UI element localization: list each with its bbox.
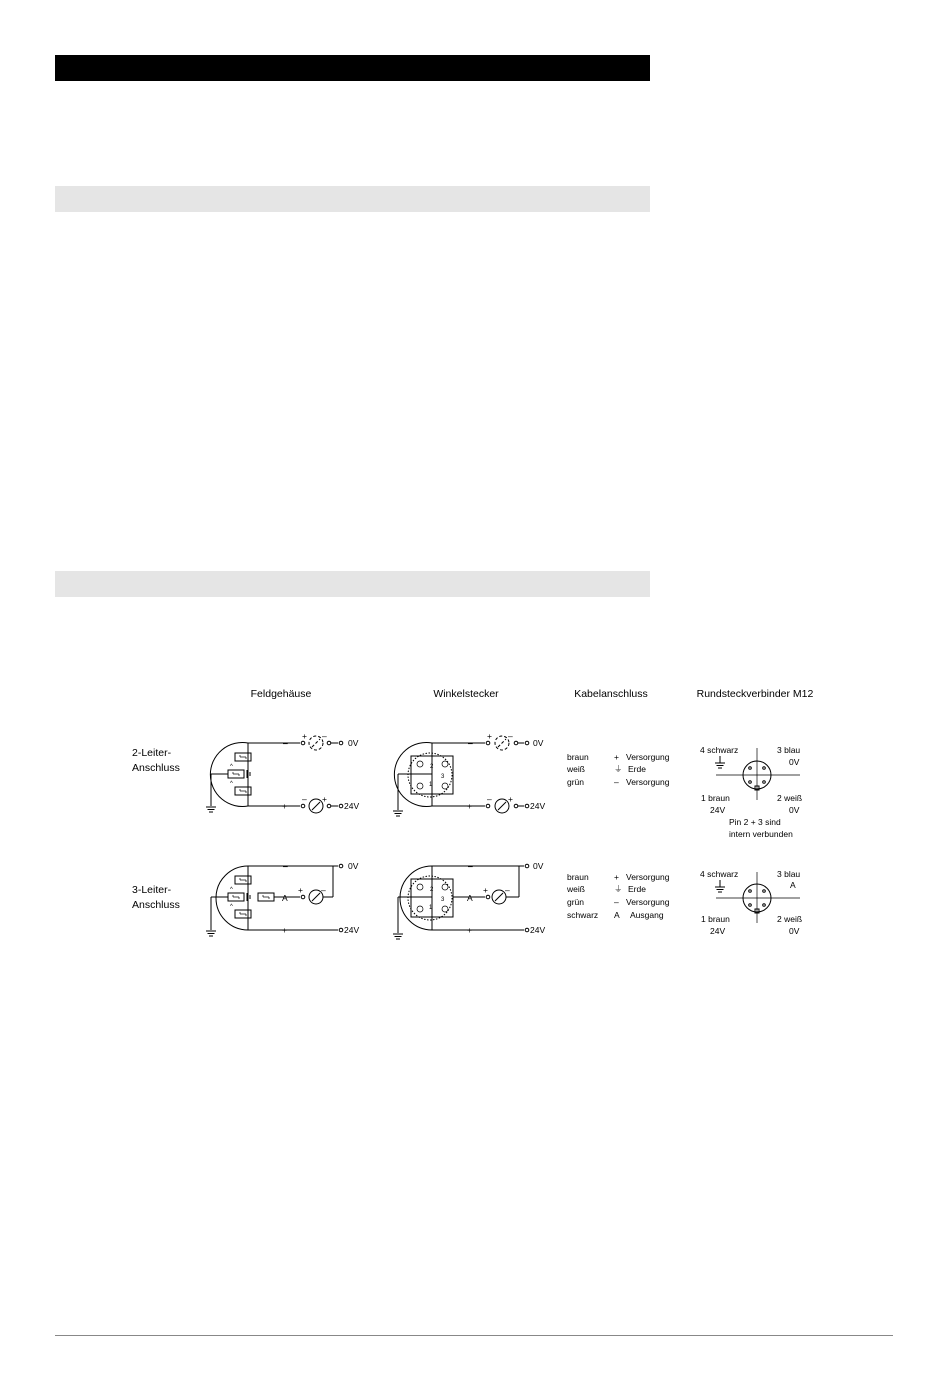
svg-text:^: ^: [230, 781, 233, 787]
svg-text:weiß: weiß: [567, 884, 585, 894]
row-label-2-wire-line2: Anschluss: [132, 762, 180, 774]
svg-text:1 braun: 1 braun: [701, 914, 730, 924]
svg-text:+: +: [282, 925, 287, 935]
svg-text:+: +: [614, 752, 619, 762]
svg-text:2: 2: [430, 887, 434, 893]
svg-text:–: –: [468, 738, 473, 748]
row-label-3-wire-line1: 3-Leiter-: [132, 884, 172, 896]
svg-text:Erde: Erde: [628, 884, 646, 894]
svg-text:–: –: [614, 897, 619, 907]
svg-text:+: +: [322, 794, 327, 804]
svg-text:0V: 0V: [533, 738, 544, 748]
svg-text:0V: 0V: [533, 861, 544, 871]
svg-text:24V: 24V: [344, 801, 360, 811]
svg-text:Versorgung: Versorgung: [626, 897, 670, 907]
svg-text:24V: 24V: [710, 926, 726, 936]
svg-text:+: +: [298, 885, 303, 895]
svg-text:+: +: [467, 925, 472, 935]
svg-text:4 schwarz: 4 schwarz: [700, 869, 739, 879]
svg-text:24V: 24V: [530, 925, 546, 935]
cable-legend-3-wire: [566, 872, 670, 920]
svg-text:0V: 0V: [348, 738, 359, 748]
row-label-2-wire-line1: 2-Leiter-: [132, 747, 172, 759]
m12-connector-3-wire: [700, 869, 802, 936]
svg-text:0V: 0V: [789, 805, 800, 815]
svg-text:1 braun: 1 braun: [701, 793, 730, 803]
svg-text:4 schwarz: 4 schwarz: [700, 745, 739, 755]
svg-text:+: +: [614, 872, 619, 882]
svg-text:+: +: [487, 731, 492, 741]
svg-text:weiß: weiß: [567, 764, 585, 774]
svg-text:schwarz: schwarz: [567, 910, 599, 920]
svg-text:–: –: [283, 861, 288, 871]
svg-text:+: +: [508, 794, 513, 804]
column-header-rundsteck: Rundsteckverbinder M12: [696, 688, 814, 700]
column-header-feldgehaeuse: Feldgehäuse: [250, 688, 312, 700]
svg-text:0V: 0V: [789, 926, 800, 936]
svg-text:+: +: [302, 731, 307, 741]
svg-text:^: ^: [230, 764, 233, 770]
cable-legend-2-wire: [566, 752, 670, 787]
svg-text:^: ^: [230, 887, 233, 893]
svg-text:⏚: ⏚: [614, 884, 623, 894]
svg-text:A: A: [282, 893, 288, 903]
svg-text:–: –: [321, 885, 326, 895]
feldgehaeuse-3-wire-circuit: [206, 861, 359, 936]
winkelstecker-2-wire-circuit: [393, 731, 545, 816]
svg-text:0V: 0V: [348, 861, 359, 871]
svg-text:A: A: [467, 893, 473, 903]
svg-text:24V: 24V: [530, 801, 546, 811]
svg-text:3: 3: [441, 897, 445, 903]
svg-text:1: 1: [429, 782, 433, 788]
svg-text:Versorgung: Versorgung: [626, 777, 670, 787]
svg-text:24V: 24V: [710, 805, 726, 815]
svg-text:intern verbunden: intern verbunden: [729, 829, 793, 839]
svg-text:–: –: [322, 731, 327, 741]
svg-text:Ausgang: Ausgang: [630, 910, 664, 920]
svg-text:+: +: [282, 801, 287, 811]
svg-text:3 blau: 3 blau: [777, 869, 801, 879]
svg-text:^: ^: [230, 904, 233, 910]
svg-text:2 weiß: 2 weiß: [777, 793, 803, 803]
svg-text:braun: braun: [567, 752, 589, 762]
svg-text:–: –: [302, 794, 307, 804]
row-label-3-wire-line2: Anschluss: [132, 899, 180, 911]
column-header-kabelanschluss: Kabelanschluss: [574, 688, 648, 700]
svg-text:3: 3: [441, 774, 445, 780]
svg-text:+: +: [483, 885, 488, 895]
svg-text:braun: braun: [567, 872, 589, 882]
svg-text:Erde: Erde: [628, 764, 646, 774]
svg-text:Versorgung: Versorgung: [626, 752, 670, 762]
svg-text:–: –: [468, 861, 473, 871]
svg-text:grün: grün: [567, 777, 585, 787]
svg-text:Pin 2 + 3 sind: Pin 2 + 3 sind: [729, 817, 781, 827]
svg-text:2: 2: [430, 764, 434, 770]
svg-text:0V: 0V: [789, 757, 800, 767]
winkelstecker-3-wire-circuit: [393, 861, 545, 939]
column-header-winkelstecker: Winkelstecker: [433, 688, 499, 700]
svg-text:–: –: [283, 738, 288, 748]
svg-text:–: –: [508, 731, 513, 741]
svg-text:grün: grün: [567, 897, 585, 907]
svg-text:2 weiß: 2 weiß: [777, 914, 803, 924]
svg-text:+: +: [467, 801, 472, 811]
m12-connector-2-wire: [700, 745, 802, 839]
svg-text:24V: 24V: [344, 925, 360, 935]
svg-text:⏚: ⏚: [614, 764, 623, 774]
svg-text:–: –: [614, 777, 619, 787]
svg-text:–: –: [487, 794, 492, 804]
svg-text:1: 1: [429, 905, 433, 911]
svg-text:3 blau: 3 blau: [777, 745, 801, 755]
svg-text:A: A: [614, 910, 620, 920]
svg-text:–: –: [505, 885, 510, 895]
svg-text:Versorgung: Versorgung: [626, 872, 670, 882]
feldgehaeuse-2-wire-circuit: [206, 731, 359, 813]
svg-text:A: A: [790, 880, 796, 890]
